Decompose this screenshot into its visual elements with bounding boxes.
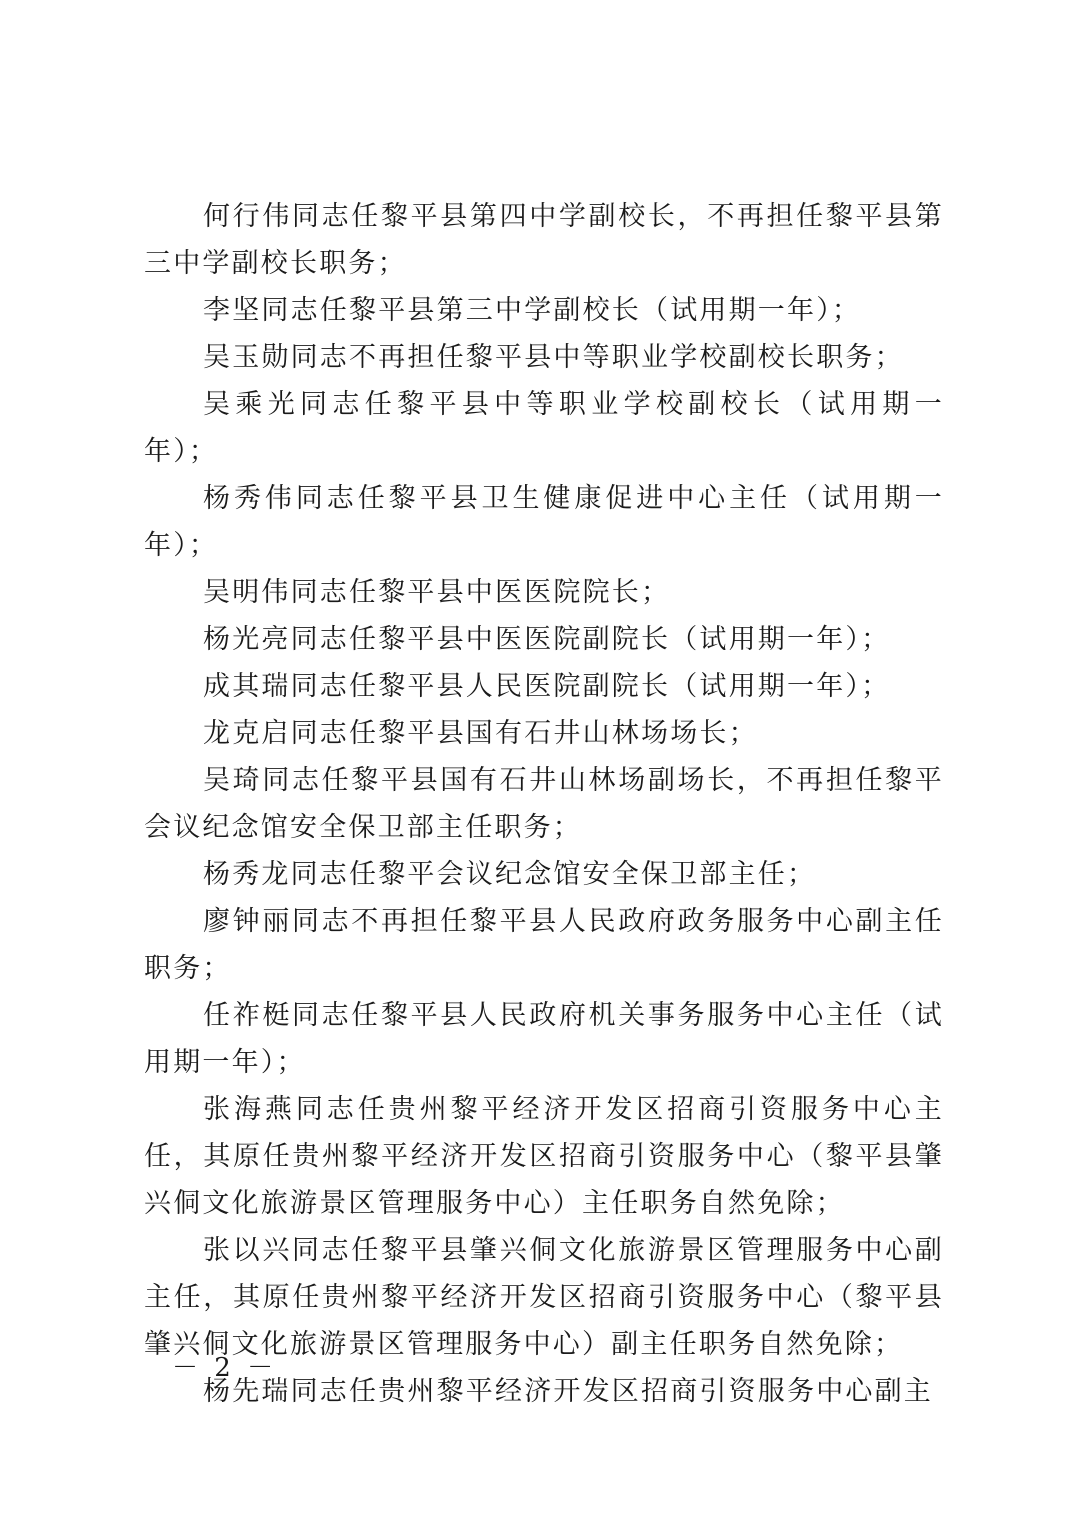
paragraph: 杨先瑞同志任贵州黎平经济开发区招商引资服务中心副主 (203, 1376, 933, 1407)
document-body (144, 193, 944, 1415)
paragraph: 张海燕同志任贵州黎平经济开发区招商引资服务中心主任，其原任贵州黎平经济开发区招商引资服务中心（黎平县肇兴侗文化旅游景区管理服务中心）主任职务自然免除； (144, 1094, 944, 1219)
paragraph: 任祚梃同志任黎平县人民政府机关事务服务中心主任（试用期一年）； (144, 1000, 944, 1078)
paragraph: 杨秀伟同志任黎平县卫生健康促进中心主任（试用期一年）； (144, 483, 944, 561)
paragraph: 杨光亮同志任黎平县中医医院副院长（试用期一年）； (203, 624, 891, 655)
paragraph: 杨秀龙同志任黎平会议纪念馆安全保卫部主任； (203, 859, 817, 890)
paragraph: 廖钟丽同志不再担任黎平县人民政府政务服务中心副主任职务； (144, 906, 944, 984)
paragraph: 张以兴同志任黎平县肇兴侗文化旅游景区管理服务中心副主任，其原任贵州黎平经济开发区招商引资服务中心（黎平县肇兴侗文化旅游景区管理服务中心）副主任职务自然免除； (144, 1235, 944, 1360)
paragraph: 成其瑞同志任黎平县人民医院副院长（试用期一年）； (203, 671, 891, 702)
page-number: － 2 － (172, 1353, 278, 1383)
paragraph: 吴明伟同志任黎平县中医医院院长； (203, 577, 671, 608)
paragraph: 吴玉勋同志不再担任黎平县中等职业学校副校长职务； (203, 342, 904, 373)
paragraph: 李坚同志任黎平县第三中学副校长（试用期一年）； (203, 295, 862, 326)
paragraph: 吴乘光同志任黎平县中等职业学校副校长（试用期一年）； (144, 389, 944, 467)
paragraph: 吴琦同志任黎平县国有石井山林场副场长，不再担任黎平会议纪念馆安全保卫部主任职务； (144, 765, 944, 843)
paragraph: 龙克启同志任黎平县国有石井山林场场长； (203, 718, 758, 749)
paragraph: 何行伟同志任黎平县第四中学副校长，不再担任黎平县第三中学副校长职务； (144, 201, 944, 279)
